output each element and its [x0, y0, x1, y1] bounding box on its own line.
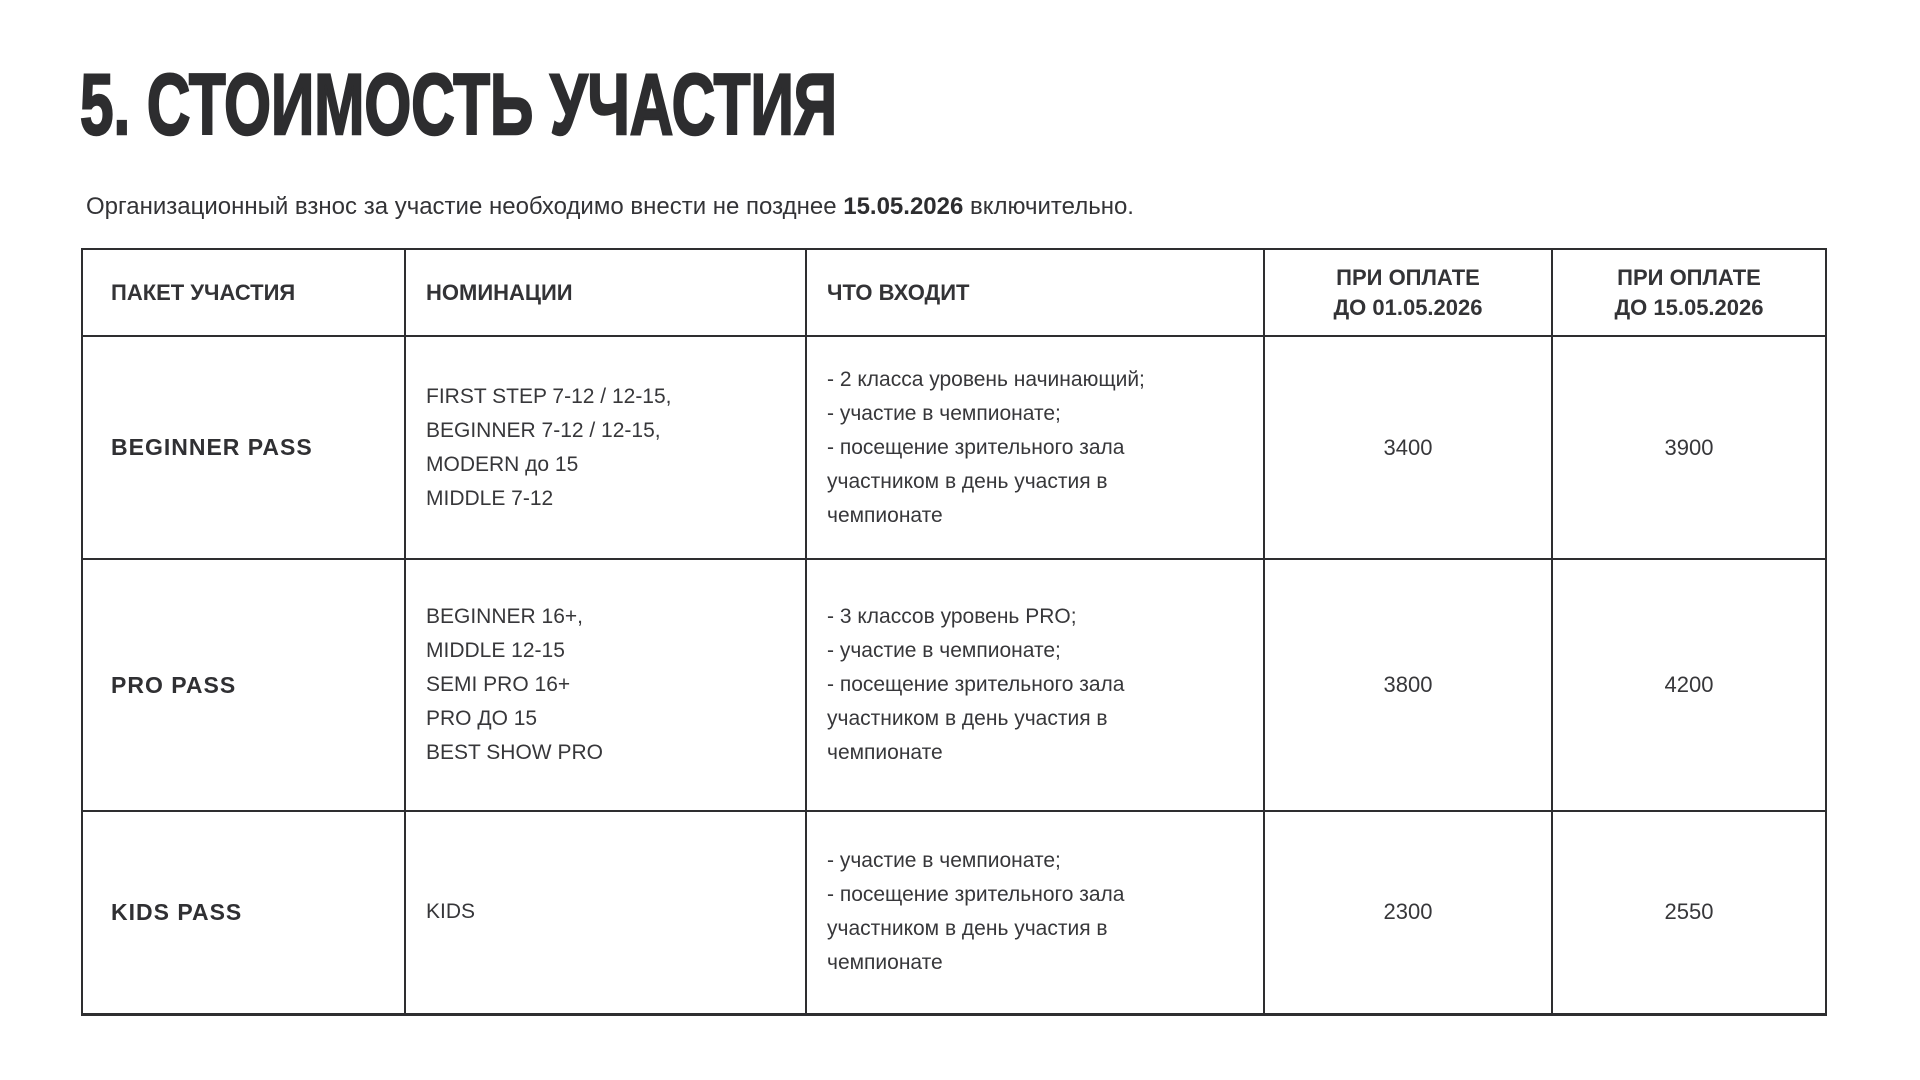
- nomination-line: MIDDLE 12-15: [426, 639, 565, 662]
- nomination-line: SEMI PRO 16+: [426, 673, 571, 696]
- nomination-line: BEST SHOW PRO: [426, 741, 603, 764]
- header-row: [82, 249, 1826, 336]
- note-suffix: включительно.: [963, 193, 1134, 220]
- nomination-line: PRO ДО 15: [426, 707, 538, 730]
- price-late-header-line2: ДО 15.05.2026: [1614, 294, 1764, 320]
- nomination-line: FIRST STEP 7-12 / 12-15,: [426, 384, 672, 408]
- nominations-cell: [405, 559, 806, 811]
- pricing-table-header: [82, 249, 1826, 336]
- include-item: - посещение зрительного зала участником в день участия в чемпионате: [827, 883, 1125, 975]
- column-header-package: ПАКЕТ УЧАСТИЯ: [82, 249, 405, 336]
- page-title: 5. СТОИМОСТЬ УЧАСТИЯ: [80, 57, 838, 153]
- price-late-cell: 3900: [1552, 336, 1826, 559]
- include-item: - 2 класса уровень начинающий;: [827, 367, 1145, 391]
- nominations-cell: [405, 811, 806, 1014]
- include-item: - участие в чемпионате;: [827, 639, 1061, 662]
- includes-cell: [806, 811, 1264, 1014]
- package-cell: PRO PASS: [82, 559, 405, 811]
- payment-deadline-note: [86, 190, 1134, 223]
- note-prefix: Организационный взнос за участие необходимо внести не позднее: [86, 193, 844, 220]
- nomination-line: MODERN до 15: [426, 452, 579, 476]
- include-item: - посещение зрительного зала участником в день участия в чемпионате: [827, 435, 1125, 527]
- price-late-cell: 4200: [1552, 559, 1826, 811]
- column-header-nominations: НОМИНАЦИИ: [405, 249, 806, 336]
- pricing-table: [81, 248, 1827, 1016]
- include-item: - посещение зрительного зала участником в день участия в чемпионате: [827, 673, 1125, 764]
- nomination-line: KIDS: [426, 900, 476, 924]
- nomination-line: MIDDLE 7-12: [426, 486, 554, 510]
- note-deadline-date: 15.05.2026: [843, 193, 964, 220]
- package-cell: KIDS PASS: [82, 811, 405, 1014]
- table-row-beginner-pass: [82, 336, 1826, 559]
- column-header-includes: ЧТО ВХОДИТ: [806, 249, 1264, 336]
- price-early-header-line1: ПРИ ОПЛАТЕ: [1336, 264, 1480, 290]
- price-late-header-line1: ПРИ ОПЛАТЕ: [1617, 264, 1761, 290]
- price-early-cell: 3400: [1264, 336, 1552, 559]
- include-item: - участие в чемпионате;: [827, 401, 1061, 425]
- price-late-cell: 2550: [1552, 811, 1826, 1014]
- column-header-price-early: [1264, 249, 1552, 336]
- nomination-line: BEGINNER 7-12 / 12-15,: [426, 418, 661, 442]
- includes-cell: [806, 559, 1264, 811]
- price-early-cell: 3800: [1264, 559, 1552, 811]
- include-item: - участие в чемпионате;: [827, 849, 1061, 873]
- includes-cell: [806, 336, 1264, 559]
- table-row-pro-pass: [82, 559, 1826, 811]
- pricing-table-body: [82, 336, 1826, 1014]
- nominations-cell: [405, 336, 806, 559]
- column-header-price-late: [1552, 249, 1826, 336]
- price-early-header-line2: ДО 01.05.2026: [1333, 294, 1483, 320]
- include-item: - 3 классов уровень PRO;: [827, 605, 1077, 628]
- package-cell: BEGINNER PASS: [82, 336, 405, 559]
- price-early-cell: 2300: [1264, 811, 1552, 1014]
- table-row-kids-pass: [82, 811, 1826, 1014]
- nomination-line: BEGINNER 16+,: [426, 605, 583, 628]
